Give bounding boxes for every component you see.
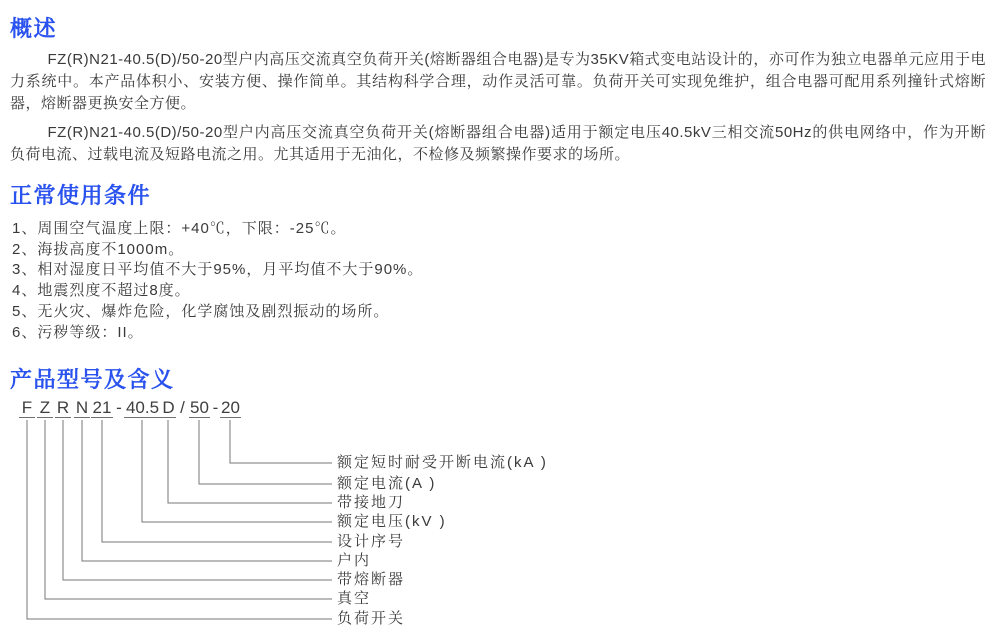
model-label-design-serial: 设计序号 <box>337 533 406 551</box>
condition-item-1: 1、周围空气温度上限：+40℃，下限：-25℃。 <box>12 220 347 237</box>
model-segment-20: 20 <box>221 398 240 418</box>
model-segment-D: D <box>162 398 175 418</box>
model-segment-50: 50 <box>190 398 209 418</box>
section-title-model: 产品型号及含义 <box>10 367 175 393</box>
model-segment-F: F <box>19 398 35 418</box>
model-segment-R: R <box>56 398 70 418</box>
section-title-overview: 概述 <box>10 16 58 41</box>
model-segment-dash2: - <box>212 398 219 418</box>
overview-paragraph-2: FZ(R)N21-40.5(D)/50-20型户内高压交流真空负荷开关(熔断器组合电器)适用于额定电压40.5kV三相交流50Hz的供电网络中，作为开断负荷电流、过载电流及短路电流之用。尤其适用于无油化，不检修及频繁操作要求的场所。 <box>10 124 986 163</box>
model-label-with-fuse: 带熔断器 <box>337 571 406 589</box>
model-label-vacuum: 真空 <box>337 590 372 608</box>
overview-paragraph-1: FZ(R)N21-40.5(D)/50-20型户内高压交流真空负荷开关(熔断器组合电器)是专为35KV箱式变电站设计的，亦可作为独立电器单元应用于电力系统中。本产品体积小、安装方便、操作简单。其结构科学合理，动作灵活可靠。负荷开关可实现免维护，组合电器可配用系列撞针式熔断器，熔断器更换安全方便。 <box>10 51 986 112</box>
model-segment-Z: Z <box>37 398 53 418</box>
model-label-short-time-current: 额定短时耐受开断电流(kA ) <box>337 454 548 472</box>
condition-item-2: 2、海拔高度不1000m。 <box>12 240 185 258</box>
condition-item-5: 5、无火灾、爆炸危险，化学腐蚀及剧烈振动的场所。 <box>12 302 390 320</box>
model-label-earthing-knife: 带接地刀 <box>337 494 406 512</box>
model-designation-diagram <box>0 398 1000 642</box>
section-title-conditions: 正常使用条件 <box>10 183 152 208</box>
model-segment-40-5: 40.5 <box>125 398 160 418</box>
model-segment-N: N <box>75 398 89 418</box>
condition-item-4: 4、地震烈度不超过8度。 <box>12 282 191 300</box>
model-segment-slash: / <box>180 398 185 418</box>
model-label-rated-voltage: 额定电压(kV ) <box>337 513 447 531</box>
model-segment-dash1: - <box>116 398 122 418</box>
model-connector-lines <box>0 398 1000 642</box>
model-label-load-switch: 负荷开关 <box>337 610 406 628</box>
condition-item-3: 3、相对湿度日平均值不大于95%，月平均值不大于90%。 <box>12 261 424 279</box>
conditions-list <box>0 219 1000 343</box>
model-segment-21: 21 <box>92 398 112 418</box>
model-label-indoor: 户内 <box>337 552 372 570</box>
condition-item-6: 6、污秽等级：II。 <box>12 323 144 341</box>
model-label-rated-current: 额定电流(A ) <box>337 475 437 493</box>
